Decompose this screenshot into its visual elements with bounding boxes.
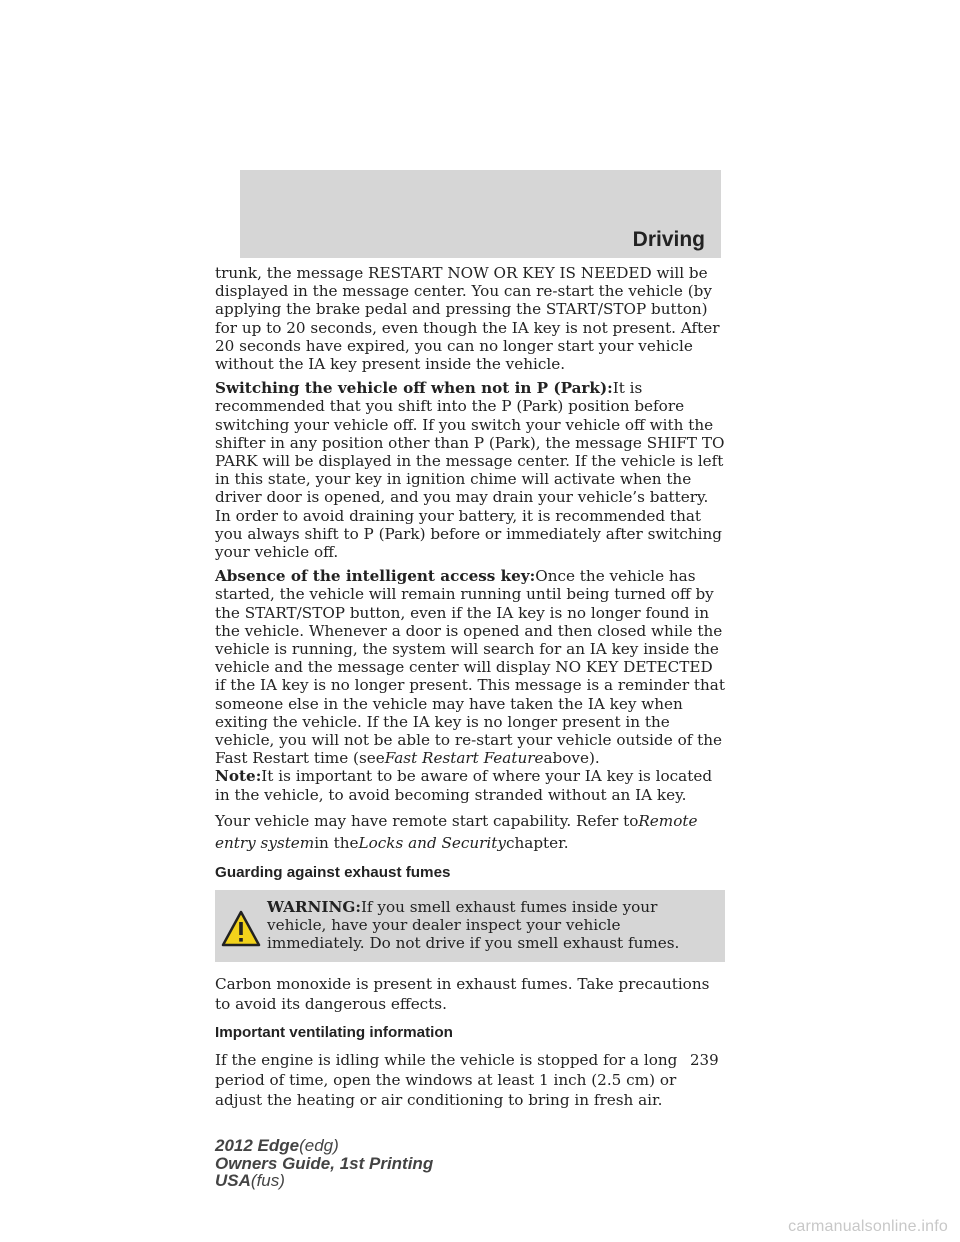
footer-printing: Owners Guide, 1st Printing — [215, 1153, 434, 1173]
paragraph-note — [215, 767, 725, 803]
absence-label: Absence of the intelligent access key: — [215, 567, 536, 586]
locks-security-reference: Locks and Security — [358, 833, 506, 852]
footer-region-code: (fus) — [250, 1171, 285, 1190]
document-footer — [215, 1137, 433, 1190]
fast-restart-reference: Fast Restart Feature — [384, 749, 544, 768]
footer-model: 2012 Edge — [215, 1136, 300, 1155]
footer-model-code: (edg) — [299, 1136, 339, 1155]
note-text: It is important to be aware of where your IA key is located in the vehicle, to avoid becoming stranded without an IA key. — [215, 767, 713, 804]
warning-text — [217, 898, 717, 953]
warning-label: WARNING: — [267, 897, 361, 916]
section-header-band — [240, 170, 721, 258]
footer-line-printing — [215, 1155, 433, 1173]
footer-line-model — [215, 1137, 433, 1155]
page-content — [215, 264, 725, 1116]
heading-exhaust-fumes: Guarding against exhaust fumes — [215, 863, 451, 881]
footer-line-region — [215, 1172, 433, 1190]
watermark: carmanualsonline.info — [788, 1218, 948, 1235]
paragraph-remote-start — [215, 810, 725, 854]
heading-ventilating: Important ventilating information — [215, 1023, 453, 1041]
remote-entry-reference: Remote entry system — [215, 811, 698, 852]
paragraph-carbon-monoxide: Carbon monoxide is present in exhaust fumes. Take precautions to avoid its dangerous effects. — [215, 974, 710, 1013]
absence-text: Once the vehicle has started, the vehicle will remain running until being turned off by the START/STOP button, even if the IA key is no longer found in the vehicle. Whenever a door is opened and then closed while the vehicle is running, the system will search for an IA key inside the vehicle and the message center will display NO KEY DETECTED if the IA key is no longer present. This message is a reminder that someone else in the vehicle may have taken the IA key when exiting the vehicle. If the IA key is no longer present in the vehicle, you will not be able to re-start your vehicle outside of the Fast Restart time (see — [215, 567, 725, 768]
remote-text-after: chapter. — [505, 833, 569, 852]
remote-text-mid: in the — [314, 833, 359, 852]
paragraph-absence — [215, 567, 725, 767]
absence-text-after: above). — [543, 749, 600, 768]
switching-label: Switching the vehicle off when not in P (Park): — [215, 379, 613, 398]
switching-text: It is recommended that you shift into the P (Park) position before switching your vehicle off. If you switch your vehicle off with the shifter in any position other than P (Park), the message SHIFT TO PARK will be displayed in the message center. If the vehicle is left in this state, your key in ignition chime will activate when the driver door is opened, and you may drain your vehicle’s battery. In order to avoid draining your battery, it is recommended that you always shift to P (Park) before or immediately after switching your vehicle off. — [215, 379, 725, 562]
footer-region: USA — [215, 1171, 251, 1190]
warning-box — [215, 890, 725, 962]
paragraph-switching-off — [215, 379, 725, 561]
note-label: Note: — [215, 767, 262, 786]
warning-triangle-icon — [221, 910, 261, 948]
page-number: 239 — [690, 1051, 719, 1069]
paragraph-restart: trunk, the message RESTART NOW OR KEY IS NEEDED will be displayed in the message center. You can re-start the vehicle (by applying the brake pedal and pressing the START/STOP button) for up to 20 seconds, even though the IA key is not present. After 20 seconds have expired, you can no longer start your vehicle without the IA key present inside the vehicle. — [215, 264, 720, 374]
remote-text: Your vehicle may have remote start capability. Refer to — [215, 811, 639, 830]
section-title: Driving — [632, 228, 705, 251]
warning-body: If you smell exhaust fumes inside your vehicle, have your dealer inspect your vehicle immediately. Do not drive if you smell exhaust fumes. — [267, 897, 680, 953]
paragraph-ventilating: If the engine is idling while the vehicle is stopped for a long period of time, open the windows at least 1 inch (2.5 cm) or adjust the heating or air conditioning to bring in fresh air. — [215, 1050, 678, 1109]
